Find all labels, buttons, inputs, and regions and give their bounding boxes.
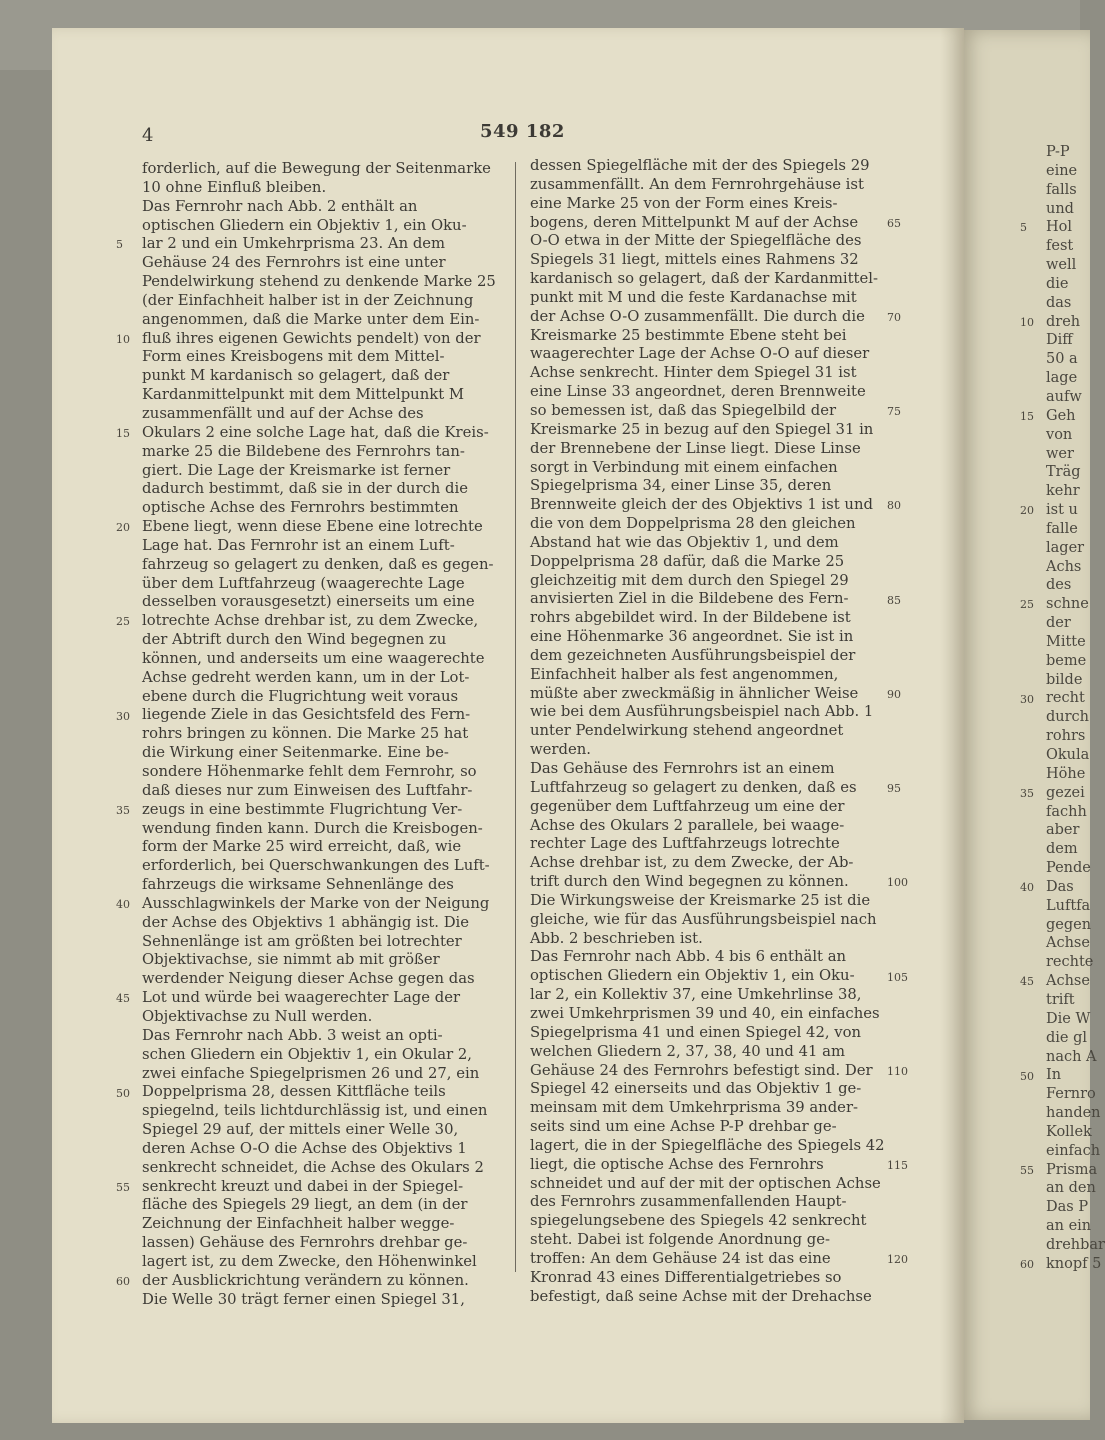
text-line: optischen Gliedern ein Objektiv 1, ein Oku- [142, 216, 467, 234]
line-number: 50 [116, 1086, 130, 1100]
line-number: 35 [1020, 786, 1034, 800]
text-line: Kreismarke 25 in bezug auf den Spiegel 31 in [530, 420, 874, 438]
text-line: fahrzeug so gelagert zu denken, daß es gegen- [142, 555, 494, 573]
line-number: 10 [116, 332, 130, 346]
text-line: (der Einfachheit halber ist in der Zeichnung [142, 291, 474, 309]
page-number: 4 [142, 125, 154, 146]
text-line: werdender Neigung dieser Achse gegen das [142, 970, 475, 988]
text-line: Lot und würde bei waagerechter Lage der [142, 989, 461, 1007]
text-line: dem gezeichneten Ausführungsbeispiel der [530, 646, 856, 664]
text-line: Das Fernrohr nach Abb. 3 weist an opti- [142, 1026, 443, 1044]
text-line: aber [1046, 822, 1080, 839]
text-line: Ausschlagwinkels der Marke von der Neigung [142, 894, 490, 912]
line-number: 60 [116, 1275, 130, 1289]
line-number: 25 [1020, 598, 1034, 612]
text-line: Prisma [1046, 1161, 1098, 1178]
text-line: schneidet und auf der mit der optischen Achse [530, 1174, 881, 1192]
text-line: zusammenfällt. An dem Fernrohrgehäuse ist [530, 175, 864, 193]
text-line: von [1046, 426, 1073, 443]
text-line: schen Gliedern ein Objektiv 1, ein Okular 2, [142, 1045, 472, 1063]
text-line: Kronrad 43 eines Differentialgetriebes so [530, 1268, 842, 1286]
text-line: Das P [1046, 1199, 1089, 1216]
text-line: beme [1046, 652, 1087, 669]
text-line: lager [1046, 539, 1085, 556]
text-line: zwei einfache Spiegelprismen 26 und 27, ein [142, 1064, 480, 1082]
text-line: Luftfahrzeug so gelagert zu denken, daß es [530, 778, 857, 796]
text-line: fachh [1046, 803, 1087, 820]
text-line: der [1046, 615, 1071, 632]
line-number: 50 [1020, 1069, 1034, 1083]
text-line: falls [1046, 181, 1077, 198]
text-line: Doppelprisma 28 dafür, daß die Marke 25 [530, 552, 845, 570]
text-line: Achse [1046, 973, 1090, 990]
line-number: 5 [1020, 221, 1027, 235]
text-line: O-O etwa in der Mitte der Spiegelfläche des [530, 232, 862, 250]
text-line: eine Linse 33 angeordnet, deren Brennweite [530, 383, 866, 401]
text-line: steht. Dabei ist folgende Anordnung ge- [530, 1231, 830, 1249]
text-line: Okulars 2 eine solche Lage hat, daß die Kreis- [142, 423, 489, 441]
line-number: 10 [1020, 315, 1034, 329]
text-line: Form eines Kreisbogens mit dem Mittel- [142, 348, 445, 366]
text-line: können, und anderseits um eine waagerechte [142, 649, 485, 667]
text-line: Die Welle 30 trägt ferner einen Spiegel 31, [142, 1290, 465, 1308]
text-line: zeugs in eine bestimmte Flugrichtung Ver- [142, 800, 463, 818]
text-line: eine Marke 25 von der Form eines Kreis- [530, 194, 838, 212]
text-line: desselben vorausgesetzt) einerseits um eine [142, 593, 475, 611]
text-line: des Fernrohrs zusammenfallenden Haupt- [530, 1193, 847, 1211]
text-line: die [1046, 275, 1069, 292]
line-number: 20 [116, 521, 130, 535]
text-line: In [1046, 1067, 1062, 1084]
text-line: bilde [1046, 671, 1083, 688]
text-line: rohrs [1046, 728, 1086, 745]
text-line: P-P [1046, 144, 1070, 160]
text-line: Das Fernrohr nach Abb. 2 enthält an [142, 197, 418, 215]
text-line: falle [1046, 520, 1078, 537]
text-line: Luftfa [1046, 897, 1091, 914]
text-line: liegende Ziele in das Gesichtsfeld des Fern- [142, 706, 471, 724]
text-line: gegenüber dem Luftfahrzeug um eine der [530, 797, 845, 815]
text-line: kardanisch so gelagert, daß der Kardanmittel- [530, 270, 878, 288]
text-line: ist u [1046, 502, 1078, 519]
text-line: liegt, die optische Achse des Fernrohrs [530, 1155, 824, 1173]
text-line: recht [1046, 690, 1085, 707]
text-line: Träg [1046, 464, 1081, 481]
text-line: Achse des Okulars 2 parallele, bei waage- [530, 816, 845, 834]
line-number: 5 [116, 238, 123, 252]
text-line: punkt mit M und die feste Kardanachse mit [530, 288, 857, 306]
line-number: 75 [887, 405, 901, 419]
text-line: gezei [1046, 784, 1085, 801]
text-line: gleichzeitig mit dem durch den Spiegel 29 [530, 571, 849, 589]
line-number: 65 [887, 216, 901, 230]
text-line: fest [1046, 238, 1074, 255]
text-line: Abstand hat wie das Objektiv 1, und dem [530, 533, 839, 551]
text-line: lassen) Gehäuse des Fernrohrs drehbar ge- [142, 1234, 468, 1252]
text-line: Spiegelprisma 34, einer Linse 35, deren [530, 477, 832, 495]
text-line: angenommen, daß die Marke unter dem Ein- [142, 310, 480, 328]
text-line: rechter Lage des Luftfahrzeugs lotrechte [530, 835, 840, 853]
text-line: seits sind um eine Achse P-P drehbar ge- [530, 1118, 837, 1136]
text-line: über dem Luftfahrzeug (waagerechte Lage [142, 574, 465, 592]
text-line: zusammenfällt und auf der Achse des [142, 404, 424, 422]
line-number: 45 [1020, 975, 1034, 989]
text-line: deren Achse O-O die Achse des Objektivs 1 [142, 1139, 467, 1157]
text-line: an ein [1046, 1218, 1092, 1235]
text-line: meinsam mit dem Umkehrprisma 39 ander- [530, 1099, 859, 1117]
text-line: der Achse des Objektivs 1 abhängig ist. Die [142, 913, 470, 931]
text-line: daß dieses nur zum Einweisen des Luftfahr- [142, 781, 473, 799]
text-line: Okula [1046, 747, 1090, 763]
line-number: 40 [116, 898, 130, 912]
text-line: punkt M kardanisch so gelagert, daß der [142, 367, 450, 385]
text-line: Höhe [1046, 765, 1086, 782]
text-line: Sehnenlänge ist am größten bei lotrechter [142, 932, 462, 950]
line-number: 20 [1020, 504, 1034, 518]
text-line: dem [1046, 841, 1078, 858]
text-line: marke 25 die Bildebene des Fernrohrs tan- [142, 442, 465, 460]
text-line: befestigt, daß seine Achse mit der Drehachse [530, 1287, 872, 1305]
text-line: senkrecht kreuzt und dabei in der Spiegel- [142, 1177, 464, 1195]
line-number: 95 [887, 782, 901, 796]
patent-number: 549 182 [480, 121, 565, 142]
text-line: schne [1046, 596, 1089, 613]
text-line: Zeichnung der Einfachheit halber wegge- [142, 1215, 455, 1233]
text-line: Gehäuse 24 des Fernrohrs befestigt sind. Der [530, 1061, 873, 1079]
text-line: aufw [1046, 388, 1082, 405]
text-line: senkrecht schneidet, die Achse des Okulars 2 [142, 1158, 484, 1176]
text-line: Achse gedreht werden kann, um in der Lot- [142, 668, 470, 686]
text-line: Fernro [1046, 1086, 1096, 1103]
text-line: troffen: An dem Gehäuse 24 ist das eine [530, 1249, 831, 1267]
text-line: Pende [1046, 860, 1091, 877]
text-line: lar 2, ein Kollektiv 37, eine Umkehrlinse 38, [530, 986, 862, 1004]
line-number: 85 [887, 593, 901, 607]
text-line: sondere Höhenmarke fehlt dem Fernrohr, so [142, 763, 477, 780]
text-line: optische Achse des Fernrohrs bestimmten [142, 499, 459, 517]
text-line: Achse drehbar ist, zu dem Zwecke, der Ab- [530, 854, 854, 872]
text-line: spiegelungsebene des Spiegels 42 senkrecht [530, 1212, 867, 1230]
text-line: dreh [1046, 313, 1081, 330]
text-line: das [1046, 294, 1072, 311]
text-line: lar 2 und ein Umkehrprisma 23. An dem [142, 235, 446, 253]
text-line: Spiegel 42 einerseits und das Objektiv 1 ge- [530, 1080, 862, 1098]
text-line: wer [1046, 445, 1074, 462]
text-line: fläche des Spiegels 29 liegt, an dem (in der [142, 1196, 468, 1214]
text-line: wendung finden kann. Durch die Kreisbogen- [142, 819, 483, 837]
text-line: anvisierten Ziel in die Bildebene des Fern- [530, 590, 849, 608]
text-line: müßte aber zweckmäßig in ähnlicher Weise [530, 684, 859, 702]
text-line: Spiegels 31 liegt, mittels eines Rahmens 32 [530, 251, 859, 269]
text-line: Einfachheit halber als fest angenommen, [530, 665, 839, 683]
text-line: handen [1046, 1105, 1101, 1122]
text-line: Achs [1046, 558, 1082, 575]
page-fold [940, 28, 964, 1423]
text-line: lagert, die in der Spiegelfläche des Spiegels 42 [530, 1136, 885, 1154]
text-line: Gehäuse 24 des Fernrohrs ist eine unter [142, 254, 446, 272]
text-line: Spiegelprisma 41 und einen Spiegel 42, von [530, 1023, 862, 1041]
line-number: 100 [887, 876, 908, 890]
text-line: waagerechter Lage der Achse O-O auf dieser [530, 345, 870, 363]
line-number: 35 [116, 803, 130, 817]
text-line: 50 a [1046, 351, 1078, 368]
text-line: dadurch bestimmt, daß sie in der durch die [142, 480, 469, 498]
text-line: Pendelwirkung stehend zu denkende Marke 25 [142, 273, 496, 291]
text-line: sorgt in Verbindung mit einem einfachen [530, 458, 838, 476]
text-line: giert. Die Lage der Kreismarke ist ferner [142, 461, 451, 479]
text-line: eine [1046, 162, 1078, 179]
text-line: knopf 5 [1046, 1255, 1102, 1272]
text-line: Brennweite gleich der des Objektivs 1 ist und [530, 496, 873, 514]
text-line: Abb. 2 beschrieben ist. [530, 929, 703, 947]
text-line: fluß ihres eigenen Gewichts pendelt) von der [142, 329, 481, 347]
line-number: 30 [1020, 692, 1034, 706]
line-number: 90 [887, 687, 901, 701]
text-line: Die Wirkungsweise der Kreismarke 25 ist die [530, 891, 871, 909]
text-line: Geh [1046, 407, 1076, 424]
text-line: ebene durch die Flugrichtung weit voraus [142, 687, 459, 705]
text-line: form der Marke 25 wird erreicht, daß, wie [142, 838, 462, 856]
text-line: durch [1046, 709, 1090, 726]
text-line: well [1046, 257, 1077, 274]
adjacent-page-text-column [1046, 143, 1105, 1274]
text-line: Objektivachse zu Null werden. [142, 1007, 373, 1025]
text-line: drehbar [1046, 1236, 1105, 1253]
line-number: 55 [116, 1180, 130, 1194]
text-line: Kreismarke 25 bestimmte Ebene steht bei [530, 326, 847, 344]
text-line: Objektivachse, sie nimmt ab mit größer [142, 951, 440, 969]
text-line: Doppelprisma 28, dessen Kittfläche teils [142, 1083, 446, 1101]
text-line: Das Fernrohr nach Abb. 4 bis 6 enthält an [530, 948, 847, 966]
text-line: Das [1046, 878, 1074, 895]
text-line: lotrechte Achse drehbar ist, zu dem Zwecke, [142, 612, 479, 630]
line-number: 40 [1020, 881, 1034, 895]
text-line: Diff [1046, 332, 1073, 349]
line-number: 115 [887, 1159, 908, 1173]
text-line: kehr [1046, 483, 1080, 500]
text-line: die gl [1046, 1029, 1088, 1046]
text-line: Lage hat. Das Fernrohr ist an einem Luft- [142, 536, 455, 554]
line-number: 60 [1020, 1258, 1034, 1272]
line-number: 15 [1020, 409, 1034, 423]
text-line: die Wirkung einer Seitenmarke. Eine be- [142, 744, 449, 762]
line-number: 110 [887, 1064, 908, 1078]
line-number: 30 [116, 709, 130, 723]
text-line: gegen [1046, 916, 1092, 933]
text-line: die von dem Doppelprisma 28 den gleichen [530, 515, 856, 533]
line-number: 45 [116, 992, 130, 1006]
text-line: welchen Gliedern 2, 37, 38, 40 und 41 am [530, 1042, 845, 1060]
text-line: wie bei dem Ausführungsbeispiel nach Abb. 1 [530, 703, 874, 721]
text-line: einfach [1046, 1142, 1101, 1159]
text-line: und [1046, 200, 1074, 217]
text-line: so bemessen ist, daß das Spiegelbild der [530, 401, 837, 419]
text-line: Kollek [1046, 1123, 1092, 1140]
text-line: dessen Spiegelfläche mit der des Spiegels 29 [530, 157, 870, 174]
text-line: Achse senkrecht. Hinter dem Spiegel 31 ist [530, 364, 857, 382]
line-number: 25 [116, 615, 130, 629]
text-line: 10 ohne Einfluß bleiben. [142, 178, 327, 196]
text-line: der Brennebene der Linse liegt. Diese Linse [530, 439, 861, 457]
line-number: 15 [116, 426, 130, 440]
text-line: Achse [1046, 935, 1090, 952]
column-divider [515, 162, 516, 1272]
text-line: forderlich, auf die Bewegung der Seitenmarke [142, 160, 491, 177]
text-line: trift [1046, 991, 1075, 1008]
text-line: Ebene liegt, wenn diese Ebene eine lotrechte [142, 518, 483, 536]
text-line: nach A [1046, 1048, 1097, 1065]
text-line: zwei Umkehrprismen 39 und 40, ein einfaches [530, 1004, 880, 1022]
text-line: rechte [1046, 954, 1094, 971]
text-line: Die W [1046, 1010, 1091, 1027]
text-line: optischen Gliedern ein Objektiv 1, ein Oku- [530, 967, 855, 985]
line-number: 105 [887, 970, 908, 984]
text-line: Kardanmittelpunkt mit dem Mittelpunkt M [142, 386, 465, 404]
line-number: 120 [887, 1253, 908, 1267]
text-line: Das Gehäuse des Fernrohrs ist an einem [530, 760, 835, 777]
text-line: gleiche, wie für das Ausführungsbeispiel nach [530, 910, 877, 928]
text-line: eine Höhenmarke 36 angeordnet. Sie ist in [530, 628, 854, 646]
line-number: 80 [887, 499, 901, 513]
left-text-column [142, 160, 507, 1309]
line-number: 70 [887, 310, 901, 324]
text-line: rohrs abgebildet wird. In der Bildebene ist [530, 609, 851, 627]
text-line: der Abtrift durch den Wind begegnen zu [142, 631, 447, 649]
text-line: bogens, deren Mittelpunkt M auf der Achse [530, 213, 859, 231]
text-line: lage [1046, 370, 1078, 387]
text-line: erforderlich, bei Querschwankungen des Luft- [142, 857, 490, 875]
line-number: 55 [1020, 1163, 1034, 1177]
text-line: des [1046, 577, 1072, 594]
text-line: unter Pendelwirkung stehend angeordnet [530, 722, 844, 740]
text-line: spiegelnd, teils lichtdurchlässig ist, und einen [142, 1102, 488, 1120]
text-line: rohrs bringen zu können. Die Marke 25 hat [142, 725, 469, 743]
text-line: der Achse O-O zusammenfällt. Die durch die [530, 307, 865, 325]
text-line: der Ausblickrichtung verändern zu können. [142, 1271, 469, 1289]
text-line: werden. [530, 741, 591, 759]
text-line: Hol [1046, 219, 1073, 236]
text-line: Mitte [1046, 633, 1086, 650]
text-line: lagert ist, zu dem Zwecke, den Höhenwinkel [142, 1252, 477, 1270]
text-line: fahrzeugs die wirksame Sehnenlänge des [142, 876, 454, 894]
right-text-column [530, 157, 900, 1306]
text-line: an den [1046, 1180, 1096, 1197]
text-line: trift durch den Wind begegnen zu können. [530, 873, 849, 891]
text-line: Spiegel 29 auf, der mittels einer Welle 30, [142, 1121, 459, 1139]
